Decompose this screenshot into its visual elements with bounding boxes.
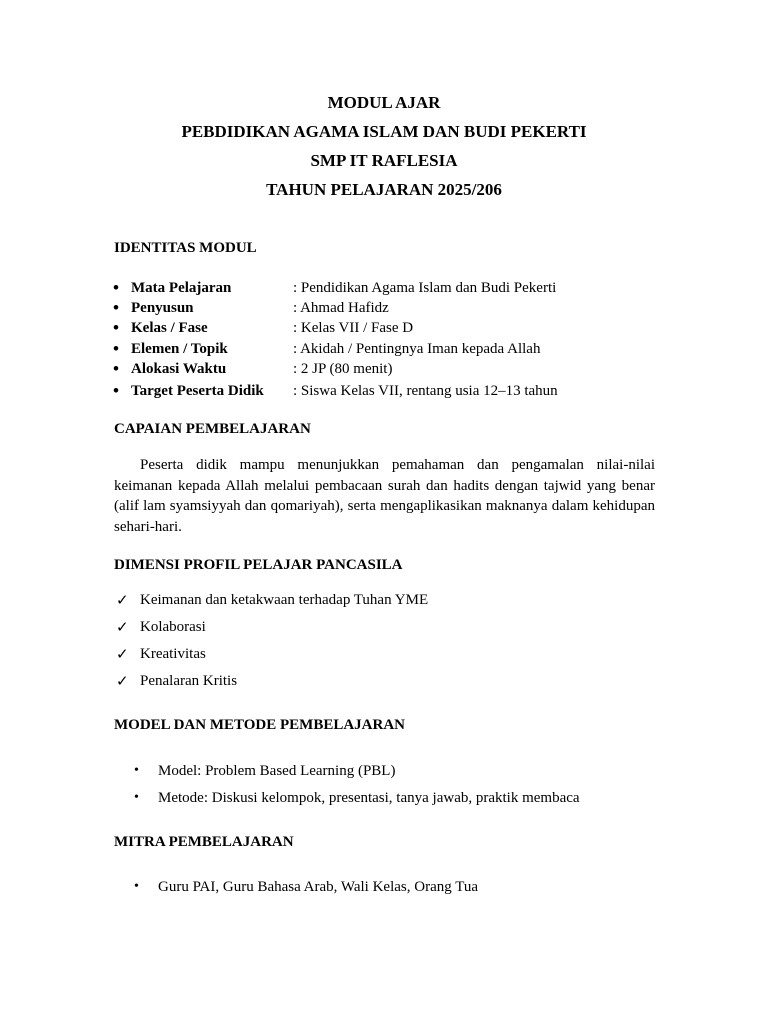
bullet-icon: • [113, 318, 119, 337]
bullet-icon: • [113, 359, 119, 378]
list-item: Penalaran Kritis [140, 673, 238, 689]
identitas-label: Target Peserta Didik [131, 383, 264, 399]
identitas-value: : Ahmad Hafidz [293, 300, 389, 316]
doc-title: MODUL AJAR [327, 93, 441, 112]
list-item: Kolaborasi [140, 619, 206, 635]
section-heading-mitra: MITRA PEMBELAJARAN [114, 834, 294, 850]
identitas-label: Alokasi Waktu [131, 361, 227, 377]
identitas-value: : 2 JP (80 menit) [293, 361, 393, 377]
doc-school-title: SMP IT RAFLESIA [310, 151, 458, 170]
paragraph-line: (alif lam syamsiyyah dan qomariyah), serta mengaplikasikan maknanya dalam kehidupan [114, 498, 655, 514]
identitas-label: Mata Pelajaran [131, 280, 232, 296]
bullet-icon: • [113, 278, 119, 297]
paragraph-line: keimanan kepada Allah melalui pembacaan surah dan hadits dengan tajwid yang benar [114, 478, 655, 494]
identitas-value: : Akidah / Pentingnya Iman kepada Allah [293, 341, 541, 357]
section-heading-identitas: IDENTITAS MODUL [114, 240, 257, 256]
identitas-value: : Pendidikan Agama Islam dan Budi Pekerti [293, 280, 557, 296]
doc-subject-title: PEBDIDIKAN AGAMA ISLAM DAN BUDI PEKERTI [181, 122, 587, 141]
list-item: Guru PAI, Guru Bahasa Arab, Wali Kelas, Orang Tua [158, 879, 479, 895]
checkmark-icon: ✓ [116, 645, 129, 663]
bullet-icon: • [134, 879, 139, 894]
checkmark-icon: ✓ [116, 591, 129, 609]
bullet-icon: • [113, 381, 119, 400]
section-heading-dimensi: DIMENSI PROFIL PELAJAR PANCASILA [114, 557, 403, 573]
bullet-icon: • [113, 339, 119, 358]
identitas-value: : Siswa Kelas VII, rentang usia 12–13 tahun [293, 383, 558, 399]
checkmark-icon: ✓ [116, 672, 129, 690]
section-heading-model: MODEL DAN METODE PEMBELAJARAN [114, 717, 405, 733]
identitas-label: Kelas / Fase [131, 320, 208, 336]
identitas-label: Penyusun [131, 300, 194, 316]
paragraph-line: Peserta didik mampu menunjukkan pemahaman dan pengamalan nilai-nilai [140, 457, 655, 473]
bullet-icon: • [134, 790, 139, 805]
list-item: Kreativitas [140, 646, 206, 662]
paragraph-line: sehari-hari. [114, 519, 182, 535]
bullet-icon: • [113, 298, 119, 317]
list-item: Keimanan dan ketakwaan terhadap Tuhan YME [140, 592, 429, 608]
identitas-value: : Kelas VII / Fase D [293, 320, 414, 336]
section-heading-capaian: CAPAIAN PEMBELAJARAN [114, 421, 311, 437]
identitas-label: Elemen / Topik [131, 341, 228, 357]
list-item: Model: Problem Based Learning (PBL) [158, 763, 396, 779]
checkmark-icon: ✓ [116, 618, 129, 636]
bullet-icon: • [134, 763, 139, 778]
list-item: Metode: Diskusi kelompok, presentasi, tanya jawab, praktik membaca [158, 790, 580, 806]
doc-year-title: TAHUN PELAJARAN 2025/206 [266, 180, 502, 199]
